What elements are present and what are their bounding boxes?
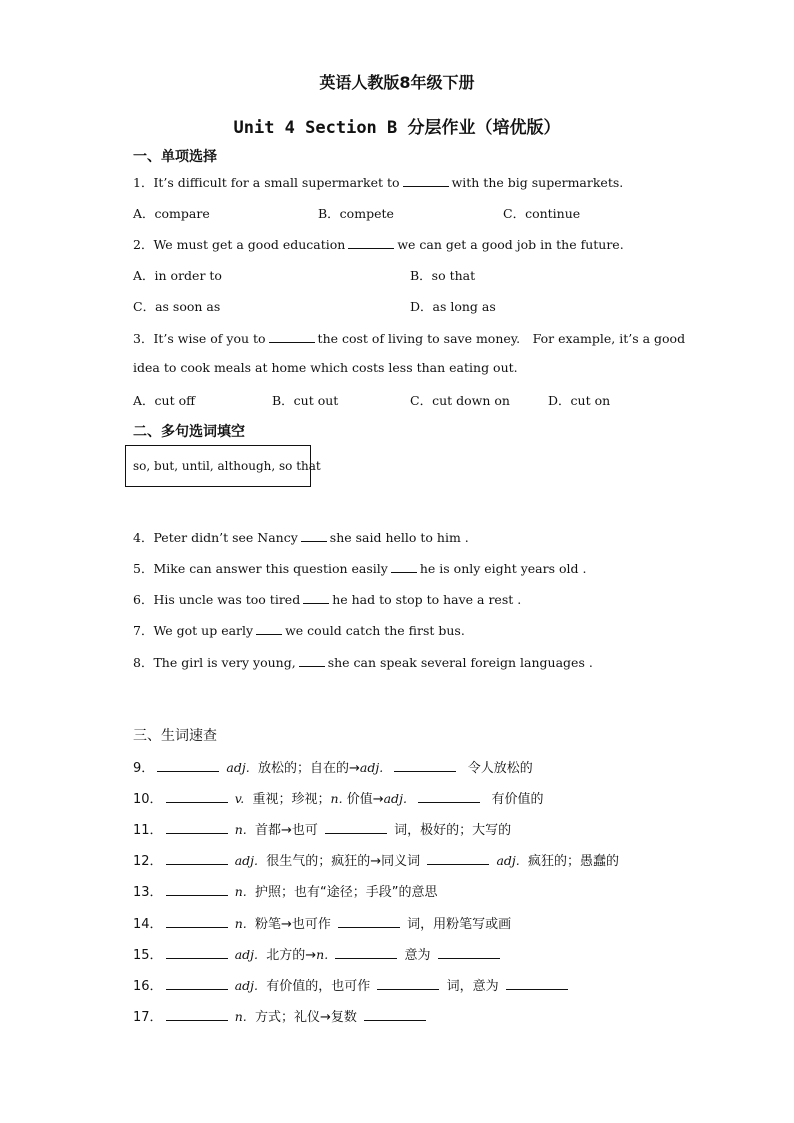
answer-blank[interactable]	[303, 592, 329, 604]
vocab-item-11: 11． n. 首都→也可 词，极好的；大写的	[133, 822, 512, 838]
option-a[interactable]: A．in order to	[133, 268, 222, 283]
question-text: It’s wise of you to	[153, 331, 266, 346]
section-heading-2: 二、多句选词填空	[133, 424, 245, 440]
answer-blank[interactable]	[166, 1009, 228, 1021]
answer-blank[interactable]	[335, 947, 397, 959]
option-c[interactable]: C．cut down on	[410, 393, 510, 408]
option-a[interactable]: A．compare	[133, 206, 210, 221]
answer-blank[interactable]	[301, 530, 327, 542]
answer-blank[interactable]	[364, 1009, 426, 1021]
answer-blank[interactable]	[166, 884, 228, 896]
answer-blank[interactable]	[506, 978, 568, 990]
option-c[interactable]: C．continue	[503, 206, 581, 221]
option-b[interactable]: B．so that	[410, 268, 476, 283]
fill-item-7: 7．We got up early we could catch the first bus.	[133, 623, 465, 638]
question-3	[133, 329, 685, 347]
vocab-item-16: 16． adj. 有价值的，也可作 词，意为	[133, 975, 571, 994]
option-c[interactable]: C．as soon as	[133, 299, 221, 314]
option-d[interactable]: D．cut on	[548, 393, 611, 408]
answer-blank[interactable]	[418, 791, 480, 803]
vocab-item-12: 12． adj. 很生气的；疯狂的→同义词 adj. 疯狂的；愚蠢的	[133, 853, 620, 869]
answer-blank[interactable]	[166, 947, 228, 959]
option-b[interactable]: B．cut out	[272, 393, 339, 408]
fill-item-4: 4．Peter didn’t see Nancy she said hello to him .	[133, 530, 469, 545]
answer-blank[interactable]	[256, 623, 282, 635]
vocab-item-15: 15． adj. 北方的→n. 意为	[133, 944, 503, 963]
question-text: It’s difficult for a small supermarket to	[153, 175, 400, 190]
option-d[interactable]: D．as long as	[410, 299, 496, 314]
option-b[interactable]: B．compete	[318, 206, 394, 221]
vocab-item-14: 14． n. 粉笔→也可作 词，用粉笔写或画	[133, 916, 512, 932]
vocab-item-9: 9． adj. 放松的；自在的→adj. 令人放松的	[133, 760, 533, 776]
fill-item-8: 8．The girl is very young, she can speak several foreign languages .	[133, 655, 593, 670]
section-heading-3: 三、生词速查	[133, 728, 217, 744]
question-text: the cost of living to save money. For example, it’s a good	[317, 331, 686, 346]
vocab-item-17: 17． n. 方式；礼仪→复数	[133, 1006, 429, 1025]
question-number: 2．	[133, 237, 154, 252]
answer-blank[interactable]	[438, 947, 500, 959]
answer-blank[interactable]	[338, 916, 400, 928]
answer-blank[interactable]	[166, 916, 228, 928]
answer-blank[interactable]	[166, 853, 228, 865]
question-text: with the big supermarkets.	[451, 175, 624, 190]
vocab-item-13: 13． n. 护照；也有“途径；手段”的意思	[133, 884, 438, 900]
answer-blank[interactable]	[157, 760, 219, 772]
document-title: 英语人教版8年级下册	[319, 73, 475, 92]
section-heading-1: 一、单项选择	[133, 149, 217, 165]
answer-blank[interactable]	[348, 237, 394, 249]
question-number: 1．	[133, 175, 154, 190]
question-text: We must get a good education	[153, 237, 346, 252]
question-1	[133, 173, 623, 191]
answer-blank[interactable]	[325, 822, 387, 834]
vocab-item-10: 10． v. 重视；珍视；n. 价值→adj. 有价值的	[133, 791, 544, 807]
answer-blank[interactable]	[377, 978, 439, 990]
answer-blank[interactable]	[299, 655, 325, 667]
answer-blank[interactable]	[427, 853, 489, 865]
answer-blank[interactable]	[166, 978, 228, 990]
option-a[interactable]: A．cut off	[133, 393, 195, 408]
word-box: so, but, until, although, so that	[125, 445, 311, 487]
question-text: we can get a good job in the future.	[397, 237, 624, 252]
answer-blank[interactable]	[391, 561, 417, 573]
answer-blank[interactable]	[166, 791, 228, 803]
fill-item-5: 5．Mike can answer this question easily he is only eight years old .	[133, 561, 587, 576]
answer-blank[interactable]	[269, 331, 315, 343]
question-2	[133, 235, 624, 253]
answer-blank[interactable]	[403, 175, 449, 187]
fill-item-6: 6．His uncle was too tired he had to stop to have a rest .	[133, 592, 522, 607]
answer-blank[interactable]	[166, 822, 228, 834]
question-number: 3．	[133, 331, 154, 346]
document-subtitle: Unit 4 Section B 分层作业（培优版）	[233, 118, 561, 138]
question-3-line2: idea to cook meals at home which costs less than eating out.	[133, 360, 518, 375]
answer-blank[interactable]	[394, 760, 456, 772]
